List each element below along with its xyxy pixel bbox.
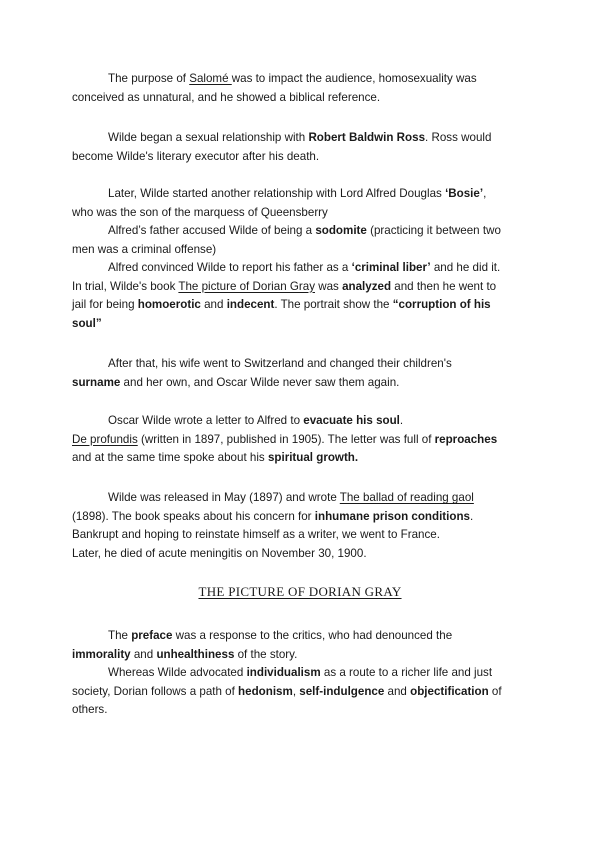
text-line: Wilde began a sexual relationship with Robert Baldwin Ross. Ross would — [108, 131, 492, 144]
text-line: Later, he died of acute meningitis on November 30, 1900. — [72, 546, 367, 560]
section-heading: THE PICTURE OF DORIAN GRAY — [198, 584, 402, 599]
salome-title: Salomé — [189, 72, 232, 85]
paragraph-ross — [72, 129, 532, 166]
text-line: soul” — [72, 316, 102, 330]
text-line: Whereas Wilde advocated individualism as a route to a richer life and just — [108, 666, 493, 679]
text-line: In trial, Wilde's book The picture of Dorian Gray was analyzed and then he went to — [72, 279, 497, 293]
text-line: The preface was a response to the critics, who had denounced the — [108, 629, 453, 642]
paragraph-douglas-trial — [72, 185, 532, 333]
text-line: Alfred’s father accused Wilde of being a sodomite (practicing it between two — [108, 224, 501, 237]
text-line: After that, his wife went to Switzerland and changed their children's — [108, 357, 452, 370]
paragraph-de-profundis — [72, 412, 532, 468]
text-line: and at the same time spoke about his spiritual growth. — [72, 451, 359, 464]
text-line: immorality and unhealthiness of the story. — [72, 647, 298, 661]
text-line: (1898). The book speaks about his concern for inhumane prison conditions. — [72, 509, 474, 523]
text-line: Oscar Wilde wrote a letter to Alfred to evacuate his soul. — [108, 414, 404, 427]
text-line: men was a criminal offense) — [72, 242, 217, 256]
text-line: De profundis (written in 1897, published in 1905). The letter was full of reproaches — [72, 432, 498, 446]
text-line: become Wilde's literary executor after his death. — [72, 149, 320, 163]
text-line: others. — [72, 703, 108, 716]
paragraph-salome — [72, 70, 532, 107]
paragraph-release — [72, 489, 532, 563]
text-line: Bankrupt and hoping to reinstate himself as a writer, we went to France. — [72, 528, 440, 541]
text-line: society, Dorian follows a path of hedonism, self-indulgence and objectification of — [72, 684, 502, 698]
text-line: conceived as unnatural, and he showed a biblical reference. — [72, 90, 381, 104]
text-line: The purpose of Salomé was to impact the audience, homosexuality was — [108, 72, 477, 85]
text-line: Alfred convinced Wilde to report his father as a ‘criminal liber’ and he did it. — [108, 261, 501, 274]
text-line: Wilde was released in May (1897) and wrote The ballad of reading gaol — [108, 491, 474, 504]
text-line: surname and her own, and Oscar Wilde never saw them again. — [72, 375, 400, 389]
paragraph-wife — [72, 355, 532, 392]
paragraph-preface — [72, 627, 532, 720]
de-profundis-title: De profundis — [72, 432, 138, 446]
text-line: jail for being homoerotic and indecent. The portrait show the “corruption of his — [72, 298, 491, 311]
text-line: who was the son of the marquess of Queensberry — [72, 205, 328, 219]
dorian-gray-title: The picture of Dorian Gray — [178, 279, 315, 293]
text-line: Later, Wilde started another relationship with Lord Alfred Douglas ‘Bosie’, — [108, 187, 487, 200]
ballad-title: The ballad of reading gaol — [339, 491, 474, 504]
